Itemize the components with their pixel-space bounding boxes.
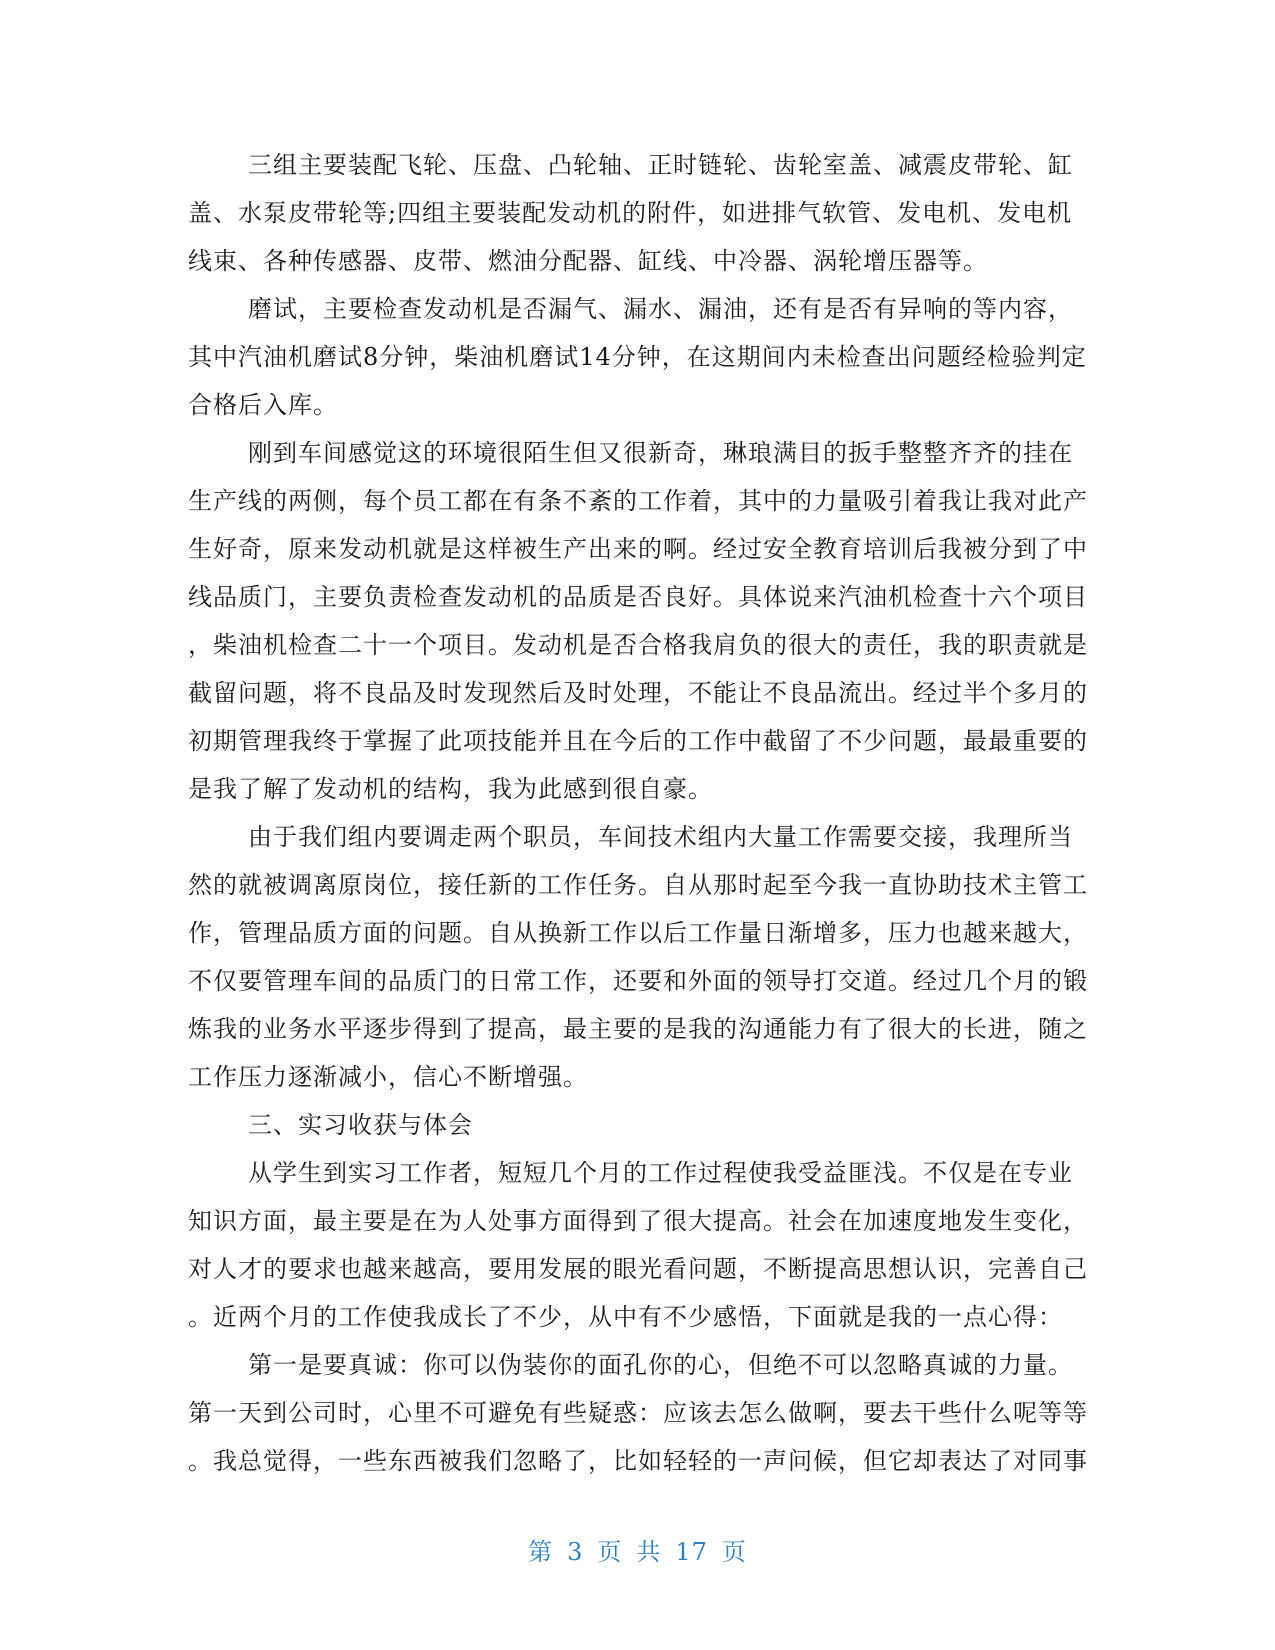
text-line: 生产线的两侧，每个员工都在有条不紊的工作着，其中的力量吸引着我让我对此产 <box>188 487 1088 515</box>
footer-total-suffix: 页 <box>721 1538 747 1566</box>
text-line: 工作压力逐渐减小，信心不断增强。 <box>188 1063 588 1091</box>
text-line: 生好奇，原来发动机就是这样被生产出来的啊。经过安全教育培训后我被分到了中 <box>188 535 1088 563</box>
section-heading: 三、实习收获与体会 <box>248 1111 473 1139</box>
text-line: 截留问题，将不良品及时发现然后及时处理，不能让不良品流出。经过半个多月的 <box>188 679 1088 707</box>
text-line: 是我了解了发动机的结构，我为此感到很自豪。 <box>188 775 713 803</box>
body-text <box>188 141 1088 1485</box>
text-line: 盖、水泵皮带轮等;四组主要装配发动机的附件，如进排气软管、发电机、发电机 <box>188 199 1073 227</box>
text-line: 对人才的要求也越来越高，要用发展的眼光看问题，不断提高思想认识，完善自己 <box>188 1255 1088 1283</box>
text-line: 。我总觉得，一些东西被我们忽略了，比如轻轻的一声问候，但它却表达了对同事 <box>188 1447 1088 1475</box>
footer-page-word: 页 <box>597 1538 623 1566</box>
text-line: 知识方面，最主要是在为人处事方面得到了很大提高。社会在加速度地发生变化， <box>188 1207 1088 1235</box>
text-line: 第一天到公司时，心里不可避免有些疑惑：应该去怎么做啊，要去干些什么呢等等 <box>188 1399 1088 1427</box>
text-line: 刚到车间感觉这的环境很陌生但又很新奇，琳琅满目的扳手整整齐齐的挂在 <box>248 439 1073 467</box>
text-line: 作，管理品质方面的问题。自从换新工作以后工作量日渐增多，压力也越来越大， <box>188 919 1088 947</box>
text-line: 不仅要管理车间的品质门的日常工作，还要和外面的领导打交道。经过几个月的锻 <box>188 967 1088 995</box>
text-line: 磨试，主要检查发动机是否漏气、漏水、漏油，还有是否有异响的等内容， <box>248 295 1073 323</box>
text-line: 合格后入库。 <box>188 391 338 419</box>
text-line: ，柴油机检查二十一个项目。发动机是否合格我肩负的很大的责任，我的职责就是 <box>188 631 1088 659</box>
text-line: 然的就被调离原岗位，接任新的工作任务。自从那时起至今我一直协助技术主管工 <box>188 871 1088 899</box>
current-page-number: 3 <box>567 1538 584 1566</box>
text-line: 三组主要装配飞轮、压盘、凸轮轴、正时链轮、齿轮室盖、减震皮带轮、缸 <box>248 151 1073 179</box>
text-line: 炼我的业务水平逐步得到了提高，最主要的是我的沟通能力有了很大的长进，随之 <box>188 1015 1088 1043</box>
text-line: 从学生到实习工作者，短短几个月的工作过程使我受益匪浅。不仅是在专业 <box>248 1159 1073 1187</box>
text-line: 。近两个月的工作使我成长了不少，从中有不少感悟，下面就是我的一点心得： <box>188 1303 1063 1331</box>
text-line: 初期管理我终于掌握了此项技能并且在今后的工作中截留了不少问题，最最重要的 <box>188 727 1088 755</box>
text-line: 线束、各种传感器、皮带、燃油分配器、缸线、中冷器、涡轮增压器等。 <box>188 247 988 275</box>
text-line: 其中汽油机磨试8分钟，柴油机磨试14分钟，在这期间内未检查出问题经检验判定 <box>188 343 1087 371</box>
total-page-count: 17 <box>675 1538 708 1566</box>
footer-total-prefix: 共 <box>636 1538 662 1566</box>
text-line: 由于我们组内要调走两个职员，车间技术组内大量工作需要交接，我理所当 <box>248 823 1073 851</box>
text-line: 第一是要真诚：你可以伪装你的面孔你的心，但绝不可以忽略真诚的力量。 <box>248 1351 1073 1379</box>
text-line: 线品质门，主要负责检查发动机的品质是否良好。具体说来汽油机检查十六个项目 <box>188 583 1088 611</box>
page-footer <box>0 1532 1275 1567</box>
footer-prefix: 第 <box>528 1538 554 1566</box>
